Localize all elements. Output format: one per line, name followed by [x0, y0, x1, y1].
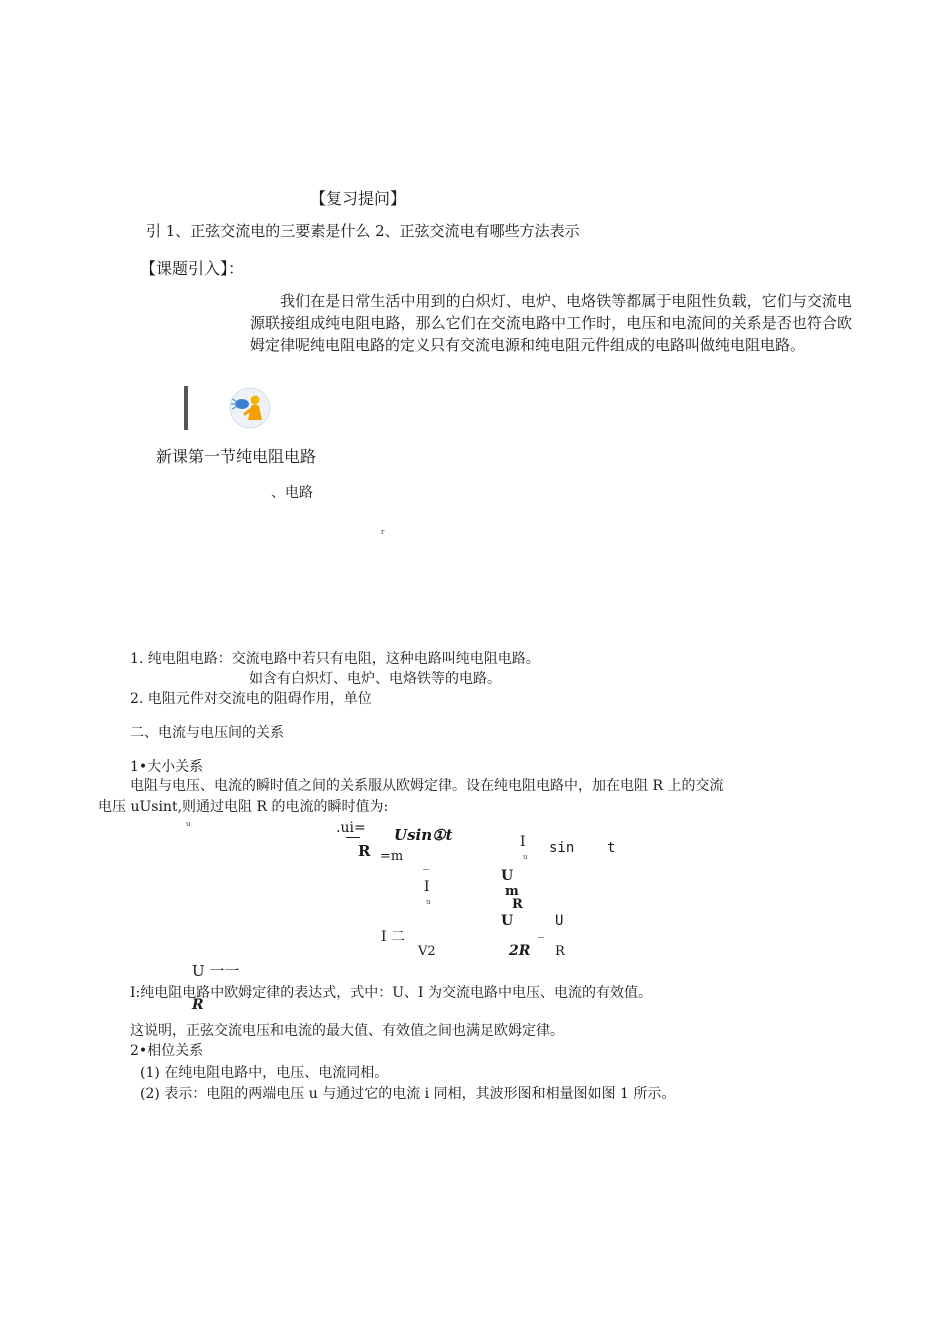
- size-relation-heading: 1•大小关系: [130, 759, 204, 775]
- formula-fragment: U 一一: [192, 962, 240, 980]
- stray-mark: r: [381, 528, 385, 536]
- formula-fragment: R: [192, 997, 204, 1013]
- formula-fragment: U: [501, 913, 514, 929]
- intro-paragraph-text: 我们在是日常生活中用到的白炽灯、电炉、电烙铁等都属于电阻性负载，它们与交流电源联接组成纯电阻电路，那么它们在交流电路中工作时，电压和电流间的关系是否也符合欧姆定律呢纯电阻电路的定义只有交流电源和纯电阻元件组成的电路叫做纯电阻电路。: [250, 292, 852, 354]
- item1: 1. 纯电阻电路：交流电路中若只有电阻，这种电路叫纯电阻电路。: [130, 651, 540, 667]
- item1-example: 如含有白炽灯、电炉、电烙铁等的电路。: [249, 671, 501, 687]
- formula-fragment: sin: [549, 840, 575, 856]
- formula-fragment: [394, 826, 453, 844]
- phase-point-1: (1) 在纯电阻电路中，电压、电流同相。: [140, 1065, 389, 1081]
- speaker-person-icon: [228, 386, 272, 430]
- formula-fragment: I 二: [381, 929, 405, 945]
- margin-bar: [184, 386, 188, 430]
- formula-fragment: u: [186, 820, 191, 828]
- formula-fragment: R: [555, 944, 565, 959]
- formula-fragment: R: [358, 842, 371, 860]
- section1-heading: 、电路: [271, 485, 313, 501]
- formula-fragment: U: [501, 868, 514, 884]
- size-relation-text-2: 电压 uUsint,则通过电阻 R 的电流的瞬时值为:: [98, 799, 389, 815]
- phase-heading: 2•相位关系: [130, 1043, 204, 1059]
- formula-fragment: .ui=: [336, 820, 366, 836]
- formula-fragment: I: [424, 879, 430, 895]
- formula-fragment: t: [607, 840, 616, 856]
- intro-heading: 【课题引入】：: [140, 259, 245, 278]
- formula-fragment: V2: [418, 944, 436, 959]
- formula-fragment: U: [555, 913, 564, 929]
- size-relation-text-1: 电阻与电压、电流的瞬时值之间的关系服从欧姆定律。设在纯电阻电路中，加在电阻 R 上的交流: [130, 778, 724, 794]
- formula-fragment: _: [423, 856, 429, 870]
- review-question: 引 1、正弦交流电的三要素是什么 2、正弦交流电有哪些方法表示: [146, 222, 580, 240]
- formula-fragment: =m: [380, 849, 404, 864]
- intro-paragraph: [250, 290, 852, 356]
- conclusion-text: 这说明，正弦交流电压和电流的最大值、有效值之间也满足欧姆定律。: [130, 1023, 564, 1039]
- formula-fragment: _: [538, 924, 544, 938]
- phase-point-2: (2) 表示：电阻的两端电压 u 与通过它的电流 i 同相，其波形图和相量图如图 1 所示。: [140, 1086, 676, 1102]
- formula-fragment: u: [426, 898, 431, 906]
- formula-fragment: R: [512, 897, 523, 912]
- formula-fragment: 2R: [509, 943, 531, 959]
- fraction-line: [346, 837, 360, 838]
- formula-fragment: Usin①t: [394, 826, 453, 844]
- review-heading: 【复习提问】: [310, 189, 407, 208]
- ohm-law-text: I:纯电阻电路中欧姆定律的表达式，式中：U、I 为交流电路中电压、电流的有效值。: [130, 985, 653, 1001]
- formula-fragment: I: [520, 834, 526, 850]
- formula-fragment: u: [523, 853, 528, 861]
- section2-heading: 二、电流与电压间的关系: [130, 725, 284, 741]
- formula-fragment: m: [505, 884, 519, 899]
- lesson-title: 新课第一节纯电阻电路: [156, 447, 317, 466]
- item2: 2. 电阻元件对交流电的阻碍作用，单位: [130, 691, 372, 707]
